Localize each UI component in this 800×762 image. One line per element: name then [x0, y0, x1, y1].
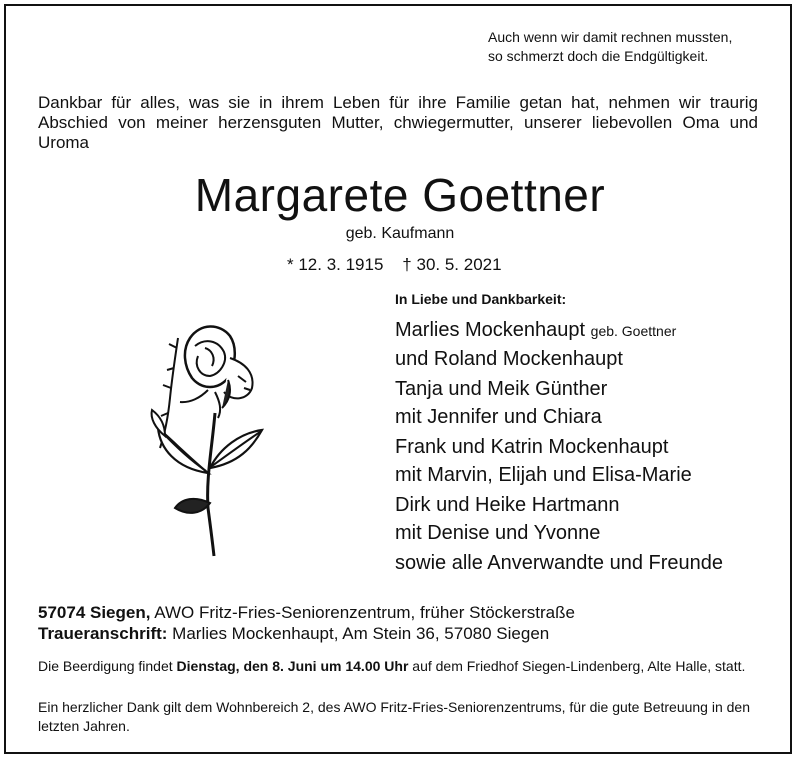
- trauer-address: Marlies Mockenhaupt, Am Stein 36, 57080 Siegen: [167, 624, 550, 643]
- deceased-name: Margarete Goettner: [194, 169, 606, 221]
- postal-place: AWO Fritz-Fries-Seniorenzentrum, früher Stöckerstraße: [150, 603, 575, 622]
- motto-line-1: Auch wenn wir damit rechnen mussten,: [488, 29, 733, 45]
- mourner-group: [395, 375, 723, 431]
- mourner-group: [395, 549, 723, 577]
- mourner-name: Tanja und Meik Günther: [395, 378, 608, 400]
- mourners-heading: In Liebe und Dankbarkeit:: [395, 291, 567, 307]
- thanks-text: Ein herzlicher Dank gilt dem Wohnbereich 2, des AWO Fritz-Fries-Seniorenzentrums, für die gute Betreuung in den letzten Jahren.: [38, 699, 750, 734]
- mourner-group: [395, 491, 723, 547]
- intro-text: Dankbar für alles, was sie in ihrem Leben für ihre Familie getan hat, nehmen wir traurig Abschied von meiner herzensguten Mutter, chwiegermutter, unserer liebevollen Oma und Uroma: [38, 93, 758, 152]
- mourner-name: Dirk und Heike Hartmann: [395, 494, 620, 516]
- mourner-name: Marlies Mockenhaupt: [395, 319, 586, 341]
- mourner-name: mit Jennifer und Chiara: [395, 406, 602, 428]
- birth-name: geb. Kaufmann: [345, 225, 455, 242]
- mourner-group: [395, 433, 723, 489]
- mourner-birth-name: geb. Goettner: [590, 323, 677, 339]
- motto-quote: [488, 28, 732, 66]
- funeral-info: Die Beerdigung findet Dienstag, den 8. Juni um 14.00 Uhr auf dem Friedhof Siegen-Lindenberg, Alte Halle, statt.: [38, 658, 746, 674]
- postal-city: 57074 Siegen,: [38, 603, 151, 622]
- mourner-name: Frank und Katrin Mockenhaupt: [395, 436, 669, 458]
- mourners-list: [395, 316, 723, 579]
- mourner-name: sowie alle Anverwandte und Freunde: [395, 552, 723, 574]
- funeral-date: Dienstag, den 8. Juni um 14.00 Uhr: [176, 658, 409, 674]
- mourner-name: mit Marvin, Elijah und Elisa-Marie: [395, 464, 692, 486]
- mourner-group: [395, 316, 723, 373]
- trauer-label: Traueranschrift:: [38, 624, 168, 643]
- life-dates: * 12. 3. 1915 † 30. 5. 2021: [287, 255, 502, 274]
- rose-illustration: [120, 318, 280, 558]
- mourner-name: und Roland Mockenhaupt: [395, 348, 623, 370]
- motto-line-2: so schmerzt doch die Endgültigkeit.: [488, 48, 709, 64]
- address-block: [38, 602, 575, 644]
- mourner-name: mit Denise und Yvonne: [395, 522, 601, 544]
